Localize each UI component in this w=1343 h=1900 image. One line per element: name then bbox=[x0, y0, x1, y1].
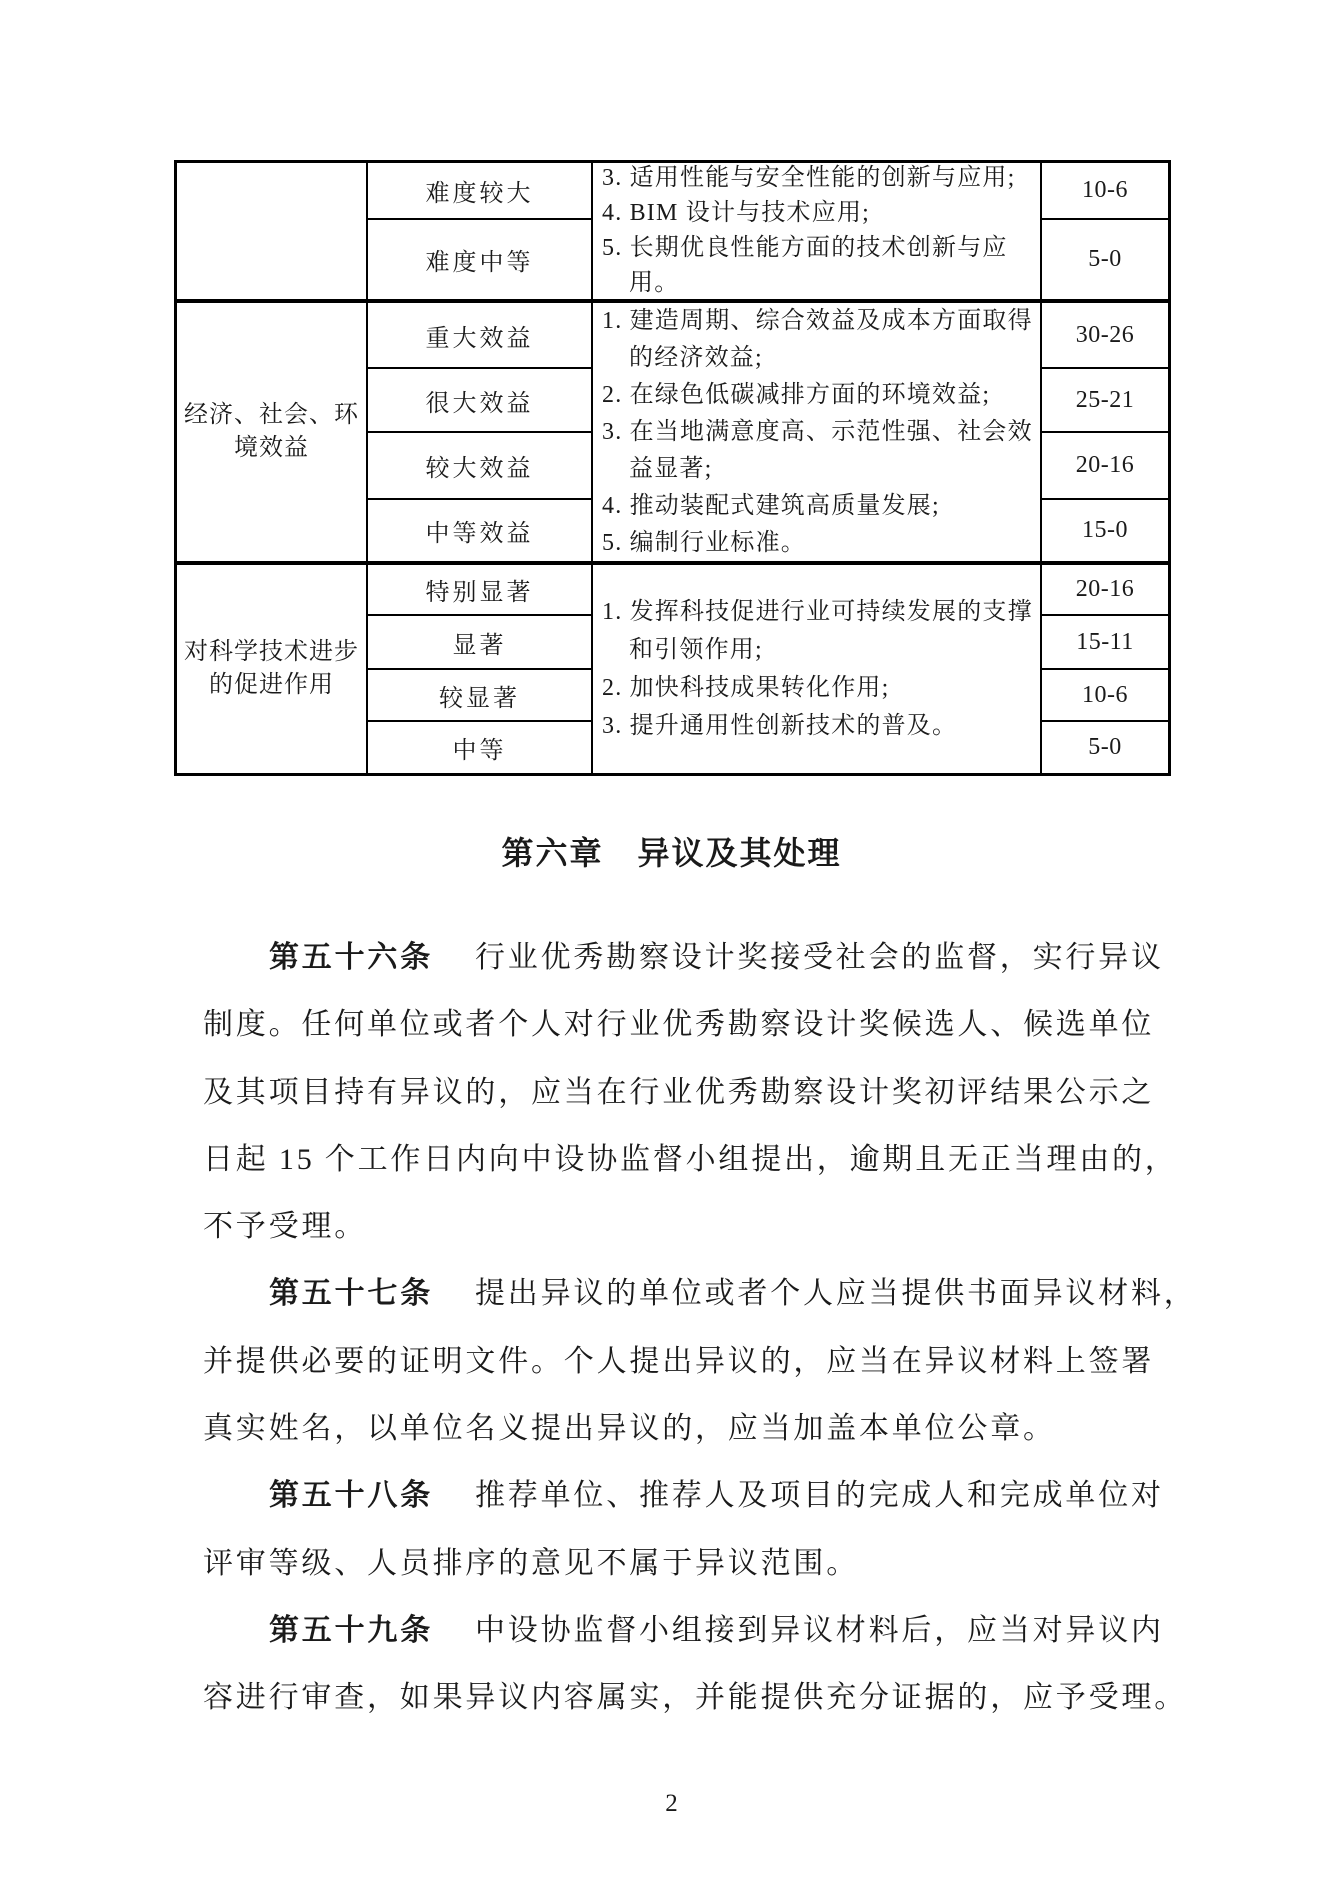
article-line bbox=[203, 1260, 1197, 1327]
table-score-cell: 10-6 bbox=[1042, 163, 1168, 220]
criteria-line: 1. 建造周期、综合效益及成本方面取得 bbox=[602, 307, 1033, 334]
article-line bbox=[203, 1059, 1188, 1126]
table-level-cell: 显著 bbox=[368, 616, 593, 670]
category-line: 对科学技术进步 bbox=[184, 639, 359, 665]
article-line bbox=[203, 1664, 1188, 1731]
article-number: 第五十六条 bbox=[269, 941, 433, 974]
page-number: 2 bbox=[665, 1790, 678, 1817]
article-line-text: 行业优秀勘察设计奖接受社会的监督，实行异议 bbox=[475, 941, 1164, 974]
table-criteria-cell bbox=[593, 303, 1042, 565]
article-line bbox=[203, 1193, 1188, 1260]
table-score-cell: 20-16 bbox=[1042, 565, 1168, 616]
article-line-text: 及其项目持有异议的，应当在行业优秀勘察设计奖初评结果公示之 bbox=[203, 1075, 1155, 1109]
article-number: 第五十九条 bbox=[269, 1613, 433, 1647]
table-category-cell bbox=[177, 303, 368, 565]
criteria-line: 1. 发挥科技促进行业可持续发展的支撑 bbox=[602, 599, 1033, 625]
article-line-text: 真实姓名，以单位名义提出异议的，应当加盖本单位公章。 bbox=[203, 1412, 1056, 1446]
table-criteria-cell bbox=[593, 565, 1042, 773]
criteria-line: 4. BIM 设计与技术应用; bbox=[602, 200, 871, 226]
table-criteria-cell bbox=[593, 163, 1042, 303]
table-score-cell: 5-0 bbox=[1088, 734, 1122, 760]
criteria-line: 用。 bbox=[629, 270, 680, 296]
table-score-cell: 5-0 bbox=[1042, 220, 1168, 303]
category-line: 经济、社会、环 bbox=[184, 402, 359, 428]
criteria-line: 4. 推动装配式建筑高质量发展; bbox=[602, 492, 940, 519]
article-line-text: 不予受理。 bbox=[203, 1210, 367, 1244]
article-line-text: 日起 15 个工作日内向中设协监督小组提出，逾期且无正当理由的， bbox=[203, 1142, 1178, 1176]
article-line bbox=[203, 1328, 1188, 1395]
article-line bbox=[203, 1395, 1188, 1462]
article-line-text: 提出异议的单位或者个人应当提供书面异议材料， bbox=[475, 1277, 1197, 1311]
article-line bbox=[203, 1126, 1188, 1193]
article-line-text: 并提供必要的证明文件。个人提出异议的，应当在异议材料上签署 bbox=[203, 1344, 1155, 1378]
table-score-cell: 20-16 bbox=[1042, 433, 1168, 500]
table-score-cell: 25-21 bbox=[1042, 369, 1168, 433]
category-line: 境效益 bbox=[234, 435, 309, 461]
table-level-cell: 重大效益 bbox=[368, 303, 593, 369]
article-line-text: 推荐单位、推荐人及项目的完成人和完成单位对 bbox=[475, 1479, 1164, 1513]
criteria-line: 的经济效益; bbox=[629, 344, 763, 371]
article-number: 第五十七条 bbox=[269, 1277, 433, 1311]
table-level-cell: 难度中等 bbox=[368, 220, 593, 303]
criteria-line: 和引领作用; bbox=[629, 637, 763, 663]
article-line bbox=[203, 1597, 1188, 1664]
article-line-text: 中设协监督小组接到异议材料后，应当对异议内 bbox=[475, 1613, 1164, 1647]
article-number: 第五十八条 bbox=[269, 1479, 433, 1513]
criteria-line: 2. 在绿色低碳减排方面的环境效益; bbox=[602, 381, 991, 408]
article-line bbox=[203, 1530, 1188, 1597]
table-level-cell: 特别显著 bbox=[368, 565, 593, 616]
table-category-cell bbox=[177, 163, 368, 303]
table-score-cell: 15-0 bbox=[1042, 500, 1168, 565]
article-line-text: 制度。任何单位或者个人对行业优秀勘察设计奖候选人、候选单位 bbox=[203, 1008, 1155, 1042]
article-line bbox=[203, 1462, 1188, 1529]
criteria-line: 益显著; bbox=[629, 455, 713, 482]
table-level-cell: 中等效益 bbox=[368, 500, 593, 565]
category-line: 的促进作用 bbox=[209, 672, 334, 698]
table-level-cell: 难度较大 bbox=[368, 163, 593, 220]
table-score-cell: 15-11 bbox=[1042, 616, 1168, 670]
table-score-cell: 10-6 bbox=[1042, 670, 1168, 722]
article-text-block bbox=[203, 924, 1197, 1732]
criteria-line: 3. 提升通用性创新技术的普及。 bbox=[602, 713, 958, 739]
table-level-cell: 较大效益 bbox=[368, 433, 593, 500]
criteria-line: 3. 适用性能与安全性能的创新与应用; bbox=[602, 165, 1016, 191]
chapter-heading: 第六章 异议及其处理 bbox=[501, 835, 842, 871]
table-level-cell: 较显著 bbox=[368, 670, 593, 722]
table-category-cell bbox=[177, 565, 368, 773]
article-line bbox=[203, 991, 1188, 1058]
criteria-line: 5. 编制行业标准。 bbox=[602, 529, 806, 556]
table-level-cell: 很大效益 bbox=[368, 369, 593, 433]
score-table bbox=[174, 160, 1171, 776]
article-line-text: 评审等级、人员排序的意见不属于异议范围。 bbox=[203, 1546, 859, 1580]
criteria-line: 5. 长期优良性能方面的技术创新与应 bbox=[602, 235, 1008, 261]
table-level-cell: 中等 bbox=[368, 722, 593, 773]
article-line bbox=[203, 924, 1188, 991]
article-line-text: 容进行审查，如果异议内容属实，并能提供充分证据的，应予受理。 bbox=[203, 1681, 1187, 1715]
criteria-line: 2. 加快科技成果转化作用; bbox=[602, 675, 890, 701]
table-score-cell: 30-26 bbox=[1042, 303, 1168, 369]
criteria-line: 3. 在当地满意度高、示范性强、社会效 bbox=[602, 418, 1033, 445]
